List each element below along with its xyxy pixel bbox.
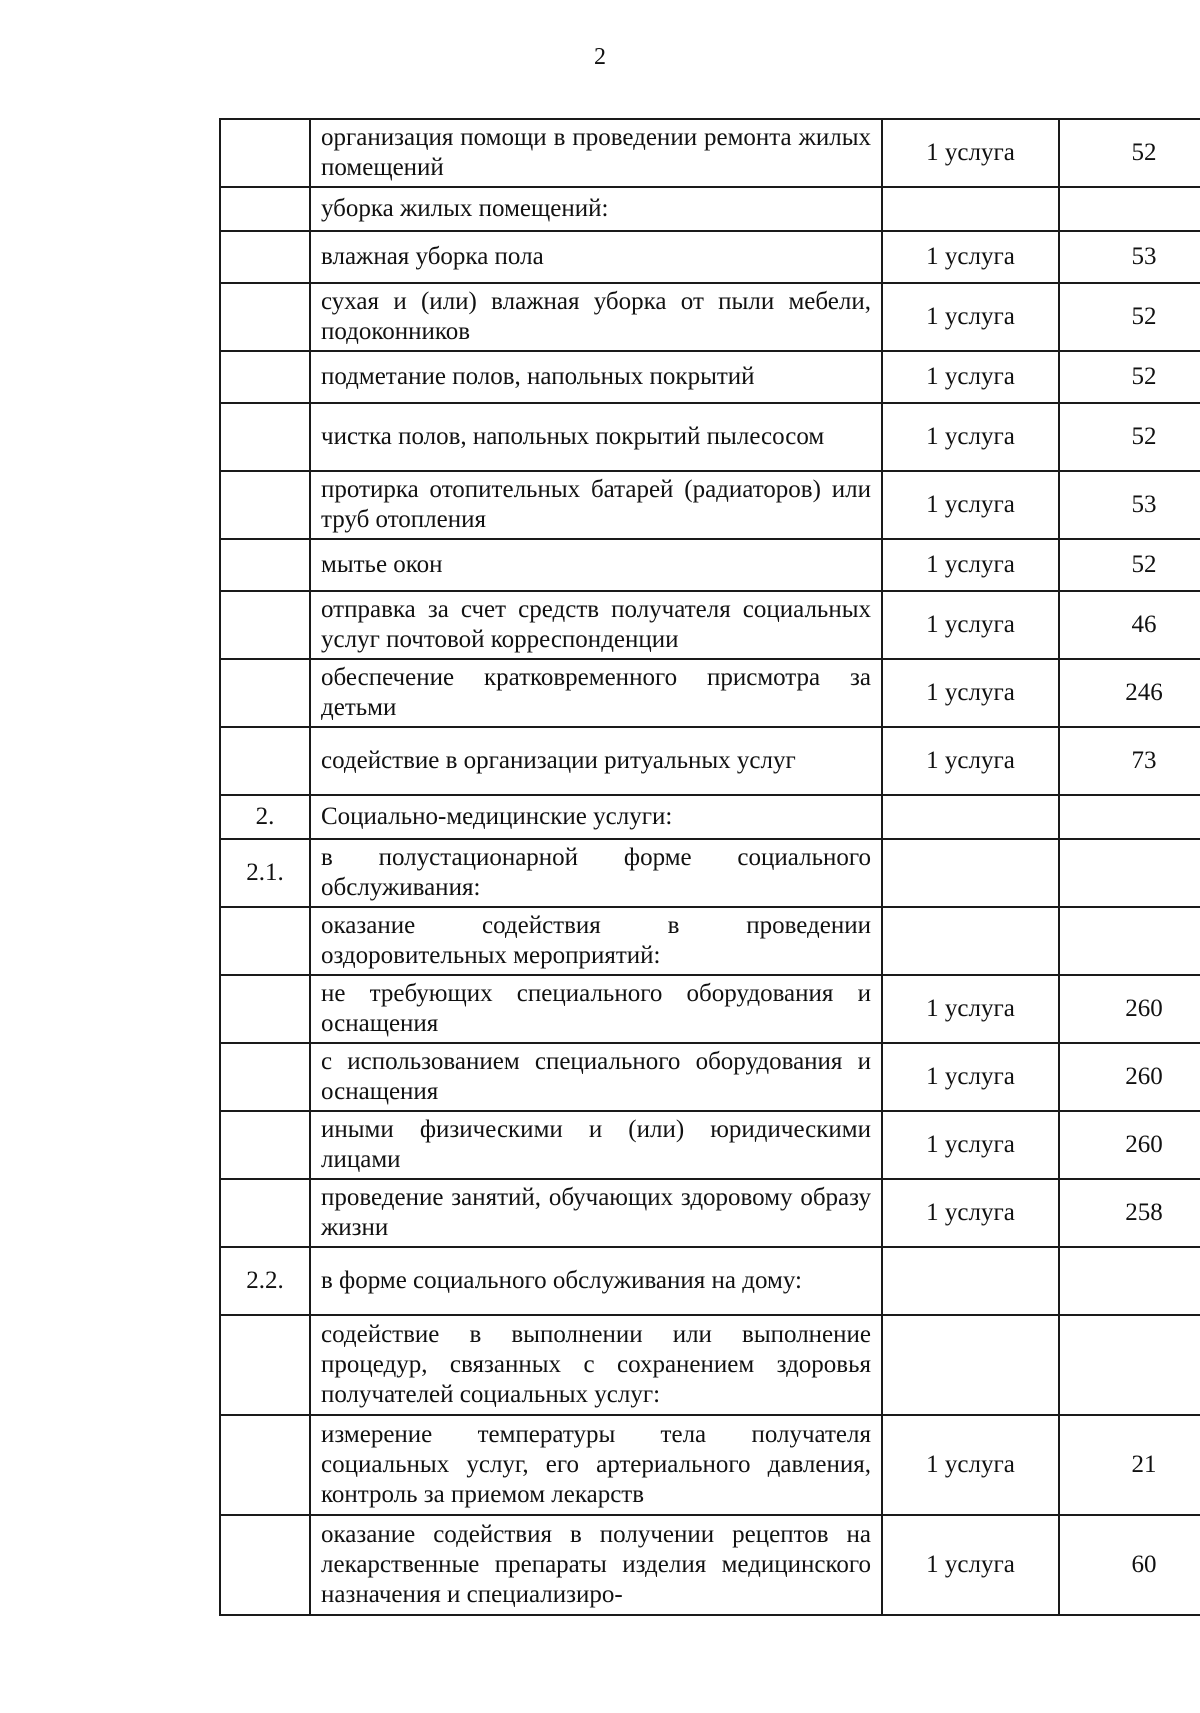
unit: 1 услуга <box>882 231 1059 283</box>
table-row <box>220 1179 1200 1247</box>
service-name: Социально-медицинские услуги: <box>310 795 882 839</box>
price: 52 <box>1059 403 1200 471</box>
table-row <box>220 839 1200 907</box>
row-number <box>220 351 310 403</box>
unit: 1 услуга <box>882 539 1059 591</box>
unit <box>882 839 1059 907</box>
service-name: иными физическими и (или) юридическими лицами <box>310 1111 882 1179</box>
service-name: оказание содействия в получении рецептов на лекарственные препараты изделия медицинского назначения и специализиро- <box>310 1515 882 1615</box>
price: 260 <box>1059 1111 1200 1179</box>
row-number <box>220 659 310 727</box>
unit: 1 услуга <box>882 975 1059 1043</box>
service-name: организация помощи в проведении ремонта жилых помещений <box>310 119 882 187</box>
row-number <box>220 1315 310 1415</box>
service-name: не требующих специального оборудования и оснащения <box>310 975 882 1043</box>
table-row <box>220 907 1200 975</box>
price: 60 <box>1059 1515 1200 1615</box>
table-row <box>220 351 1200 403</box>
row-number <box>220 187 310 231</box>
table-row <box>220 1315 1200 1415</box>
price <box>1059 839 1200 907</box>
services-tariff-table <box>219 118 1200 1616</box>
row-number <box>220 119 310 187</box>
unit <box>882 1315 1059 1415</box>
table-row <box>220 231 1200 283</box>
service-name: протирка отопительных батарей (радиаторов) или труб отопления <box>310 471 882 539</box>
unit: 1 услуга <box>882 1111 1059 1179</box>
unit <box>882 187 1059 231</box>
table-row <box>220 795 1200 839</box>
unit: 1 услуга <box>882 1415 1059 1515</box>
row-number <box>220 471 310 539</box>
unit <box>882 1247 1059 1315</box>
price: 260 <box>1059 1043 1200 1111</box>
row-number <box>220 231 310 283</box>
table-row <box>220 283 1200 351</box>
price <box>1059 907 1200 975</box>
row-number <box>220 1415 310 1515</box>
row-number: 2. <box>220 795 310 839</box>
service-name: измерение температуры тела получателя социальных услуг, его артериального давления, контроль за приемом лекарств <box>310 1415 882 1515</box>
service-name: в полустационарной форме социального обслуживания: <box>310 839 882 907</box>
table-row <box>220 1043 1200 1111</box>
service-name: обеспечение кратковременного присмотра за детьми <box>310 659 882 727</box>
table-row <box>220 1415 1200 1515</box>
table-row <box>220 727 1200 795</box>
row-number <box>220 907 310 975</box>
row-number <box>220 403 310 471</box>
table-row <box>220 1111 1200 1179</box>
price: 246 <box>1059 659 1200 727</box>
row-number <box>220 1111 310 1179</box>
price <box>1059 1247 1200 1315</box>
row-number <box>220 975 310 1043</box>
price: 53 <box>1059 471 1200 539</box>
unit: 1 услуга <box>882 1515 1059 1615</box>
row-number <box>220 591 310 659</box>
price: 46 <box>1059 591 1200 659</box>
table-row <box>220 975 1200 1043</box>
service-name: с использованием специального оборудования и оснащения <box>310 1043 882 1111</box>
unit: 1 услуга <box>882 283 1059 351</box>
unit: 1 услуга <box>882 471 1059 539</box>
price: 21 <box>1059 1415 1200 1515</box>
unit <box>882 795 1059 839</box>
unit: 1 услуга <box>882 1043 1059 1111</box>
service-name: мытье окон <box>310 539 882 591</box>
service-name: отправка за счет средств получателя социальных услуг почтовой корреспонденции <box>310 591 882 659</box>
table-row <box>220 119 1200 187</box>
table-row <box>220 591 1200 659</box>
service-name: чистка полов, напольных покрытий пылесосом <box>310 403 882 471</box>
unit: 1 услуга <box>882 403 1059 471</box>
unit: 1 услуга <box>882 1179 1059 1247</box>
row-number <box>220 1043 310 1111</box>
price: 258 <box>1059 1179 1200 1247</box>
unit <box>882 907 1059 975</box>
service-name: подметание полов, напольных покрытий <box>310 351 882 403</box>
page-number: 2 <box>594 44 606 70</box>
row-number: 2.1. <box>220 839 310 907</box>
table-row <box>220 403 1200 471</box>
price: 52 <box>1059 351 1200 403</box>
price: 52 <box>1059 539 1200 591</box>
price: 260 <box>1059 975 1200 1043</box>
table-row <box>220 1247 1200 1315</box>
service-name: содействие в организации ритуальных услуг <box>310 727 882 795</box>
row-number <box>220 539 310 591</box>
unit: 1 услуга <box>882 119 1059 187</box>
table-row <box>220 471 1200 539</box>
table-row <box>220 1515 1200 1615</box>
price: 52 <box>1059 119 1200 187</box>
price: 52 <box>1059 283 1200 351</box>
price <box>1059 1315 1200 1415</box>
table-row <box>220 659 1200 727</box>
unit: 1 услуга <box>882 591 1059 659</box>
unit: 1 услуга <box>882 727 1059 795</box>
price <box>1059 187 1200 231</box>
price: 53 <box>1059 231 1200 283</box>
row-number <box>220 1179 310 1247</box>
price: 73 <box>1059 727 1200 795</box>
table-row <box>220 187 1200 231</box>
service-name: уборка жилых помещений: <box>310 187 882 231</box>
service-name: содействие в выполнении или выполнение процедур, связанных с сохранением здоровья получателей социальных услуг: <box>310 1315 882 1415</box>
row-number: 2.2. <box>220 1247 310 1315</box>
service-name: в форме социального обслуживания на дому: <box>310 1247 882 1315</box>
service-name: сухая и (или) влажная уборка от пыли мебели, подоконников <box>310 283 882 351</box>
service-name: проведение занятий, обучающих здоровому образу жизни <box>310 1179 882 1247</box>
unit: 1 услуга <box>882 351 1059 403</box>
unit: 1 услуга <box>882 659 1059 727</box>
table-row <box>220 539 1200 591</box>
price <box>1059 795 1200 839</box>
row-number <box>220 283 310 351</box>
row-number <box>220 727 310 795</box>
service-name: влажная уборка пола <box>310 231 882 283</box>
service-name: оказание содействия в проведении оздоровительных мероприятий: <box>310 907 882 975</box>
row-number <box>220 1515 310 1615</box>
